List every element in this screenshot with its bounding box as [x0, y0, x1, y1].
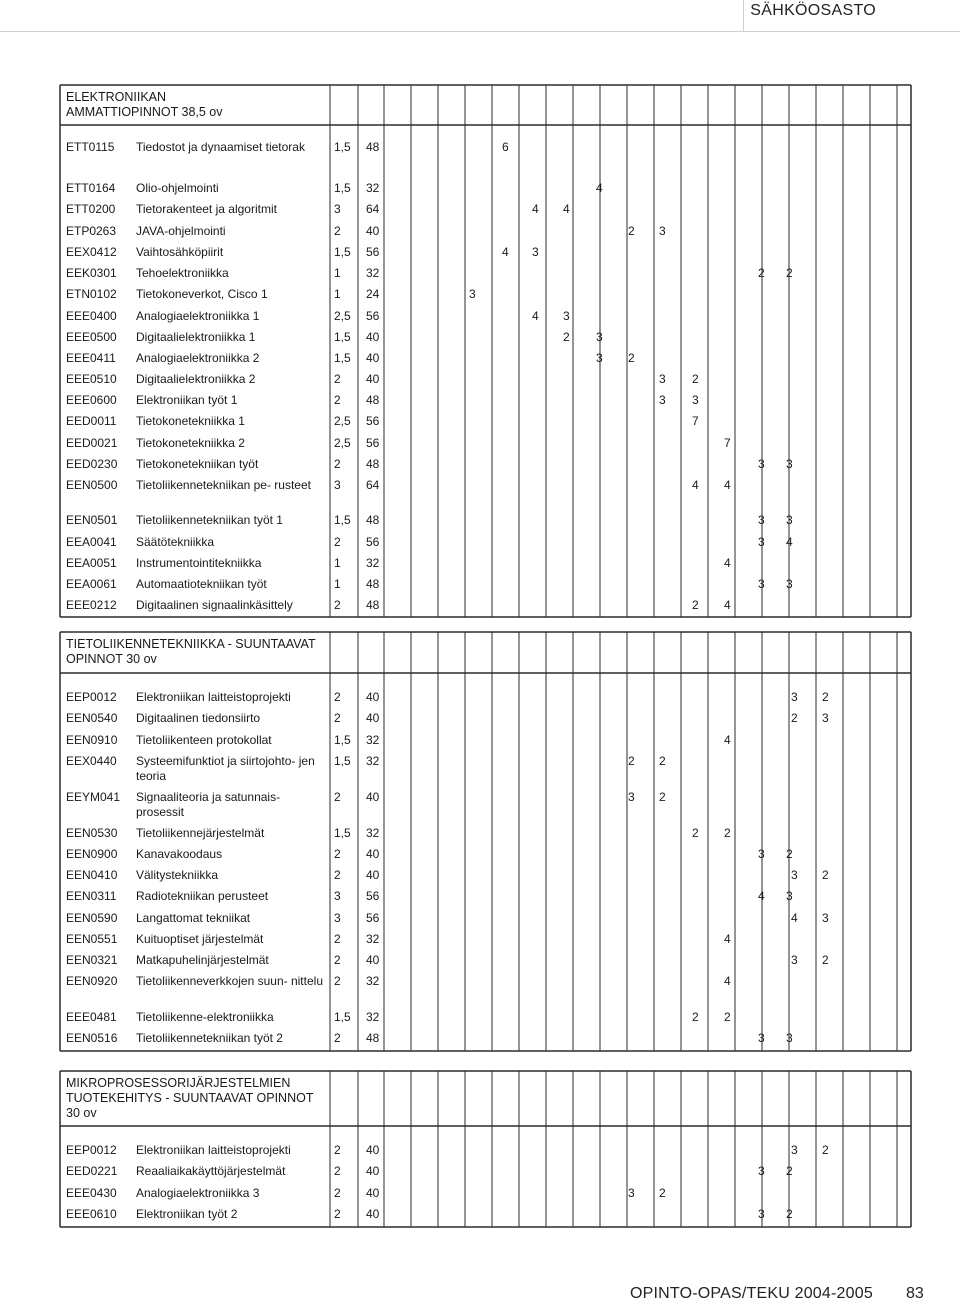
course-name: Kanavakoodaus	[136, 847, 328, 862]
course-hours: 48	[366, 513, 380, 527]
course-name: Tietorakenteet ja algoritmit	[136, 202, 328, 217]
course-hours: 40	[366, 790, 380, 804]
course-credits: 2	[334, 393, 341, 407]
period-hours: 3	[692, 393, 699, 407]
course-name: Tietokonetekniikka 2	[136, 436, 328, 451]
course-hours: 40	[366, 330, 380, 344]
course-code: EED0221	[66, 1164, 118, 1178]
course-credits: 3	[334, 478, 341, 492]
course-credits: 2	[334, 457, 341, 471]
course-credits: 3	[334, 889, 341, 903]
course-hours: 24	[366, 287, 380, 301]
period-hours: 3	[786, 457, 793, 471]
course-credits: 2	[334, 953, 341, 967]
course-hours: 32	[366, 754, 380, 768]
period-hours: 3	[758, 535, 765, 549]
period-hours: 3	[758, 1164, 765, 1178]
course-name: Matkapuhelinjärjestelmät	[136, 953, 328, 968]
course-code: ETN0102	[66, 287, 117, 301]
period-hours: 3	[791, 690, 798, 704]
period-hours: 3	[791, 953, 798, 967]
course-credits: 2	[334, 598, 341, 612]
course-credits: 2,5	[334, 436, 351, 450]
course-code: EEN0311	[66, 889, 117, 903]
period-hours: 3	[758, 847, 765, 861]
course-code: EEN0321	[66, 953, 118, 967]
period-hours: 6	[502, 140, 509, 154]
course-name: Analogiaelektroniikka 3	[136, 1186, 328, 1201]
course-name: Tietokonetekniikka 1	[136, 414, 328, 429]
course-name: Radiotekniikan perusteet	[136, 889, 328, 904]
period-hours: 3	[822, 911, 829, 925]
course-hours: 40	[366, 711, 380, 725]
course-name: Analogiaelektroniikka 1	[136, 309, 328, 324]
course-name: Tietoliikenne-elektroniikka	[136, 1010, 328, 1025]
course-code: EEN0410	[66, 868, 118, 882]
course-credits: 1,5	[334, 330, 351, 344]
course-code: ETT0164	[66, 181, 116, 195]
course-code: EEN0551	[66, 932, 118, 946]
period-hours: 4	[791, 911, 798, 925]
period-hours: 2	[692, 1010, 699, 1024]
course-credits: 2	[334, 1164, 341, 1178]
course-name: Instrumentointitekniikka	[136, 556, 328, 571]
course-name: Tietoliikennetekniikan pe- rusteet	[136, 478, 328, 493]
period-hours: 3	[758, 1031, 765, 1045]
period-hours: 2	[724, 826, 731, 840]
course-code: EEYM041	[66, 790, 121, 804]
course-hours: 56	[366, 889, 380, 903]
course-code: EEN0910	[66, 733, 118, 747]
course-hours: 32	[366, 556, 380, 570]
course-code: EED0230	[66, 457, 118, 471]
course-hours: 40	[366, 1207, 380, 1221]
course-hours: 40	[366, 868, 380, 882]
period-hours: 3	[596, 330, 603, 344]
course-credits: 1	[334, 577, 341, 591]
period-hours: 4	[532, 309, 539, 323]
period-hours: 2	[692, 598, 699, 612]
course-hours: 48	[366, 577, 380, 591]
period-hours: 2	[786, 266, 793, 280]
course-credits: 1	[334, 556, 341, 570]
course-credits: 2	[334, 1207, 341, 1221]
period-hours: 2	[786, 1164, 793, 1178]
course-name: Elektroniikan työt 2	[136, 1207, 328, 1222]
course-code: EEE0600	[66, 393, 117, 407]
course-name: Tietoliikennejärjestelmät	[136, 826, 328, 841]
period-hours: 3	[758, 577, 765, 591]
course-hours: 56	[366, 436, 380, 450]
course-name: Olio-ohjelmointi	[136, 181, 328, 196]
period-hours: 2	[822, 868, 829, 882]
course-hours: 56	[366, 245, 380, 259]
course-credits: 1,5	[334, 826, 351, 840]
course-name: Tietoliikennetekniikan työt 1	[136, 513, 328, 528]
course-name: Signaaliteoria ja satunnais- prosessit	[136, 790, 328, 820]
course-credits: 3	[334, 911, 341, 925]
course-name: Elektroniikan laitteistoprojekti	[136, 690, 328, 705]
period-hours: 2	[692, 826, 699, 840]
course-hours: 56	[366, 309, 380, 323]
footer-page-number: 83	[906, 1285, 924, 1302]
period-hours: 3	[786, 1031, 793, 1045]
course-credits: 2	[334, 1186, 341, 1200]
period-hours: 3	[659, 393, 666, 407]
period-hours: 3	[596, 351, 603, 365]
course-hours: 48	[366, 598, 380, 612]
course-name: Digitaalielektroniikka 1	[136, 330, 328, 345]
section-title	[66, 90, 326, 120]
period-hours: 4	[758, 889, 765, 903]
period-hours: 3	[786, 889, 793, 903]
course-name: Tietokoneverkot, Cisco 1	[136, 287, 328, 302]
course-name: Välitystekniikka	[136, 868, 328, 883]
course-hours: 40	[366, 1186, 380, 1200]
period-hours: 4	[532, 202, 539, 216]
course-code: EED0021	[66, 436, 118, 450]
course-code: EEA0051	[66, 556, 117, 570]
course-code: EEE0481	[66, 1010, 117, 1024]
period-hours: 3	[786, 513, 793, 527]
course-code: EEN0500	[66, 478, 118, 492]
period-hours: 3	[563, 309, 570, 323]
course-hours: 64	[366, 202, 380, 216]
course-hours: 40	[366, 1164, 380, 1178]
course-hours: 56	[366, 535, 380, 549]
course-name: Säätötekniikka	[136, 535, 328, 550]
course-hours: 40	[366, 953, 380, 967]
course-credits: 1,5	[334, 1010, 351, 1024]
period-hours: 4	[724, 974, 731, 988]
course-name: Tietokonetekniikan työt	[136, 457, 328, 472]
course-code: EEX0440	[66, 754, 117, 768]
period-hours: 2	[758, 266, 765, 280]
course-credits: 2	[334, 1031, 341, 1045]
course-name: Automaatiotekniikan työt	[136, 577, 328, 592]
course-hours: 48	[366, 393, 380, 407]
course-credits: 1,5	[334, 181, 351, 195]
period-hours: 3	[758, 457, 765, 471]
period-hours: 3	[659, 224, 666, 238]
course-hours: 48	[366, 457, 380, 471]
course-hours: 32	[366, 181, 380, 195]
course-name: Kuituoptiset järjestelmät	[136, 932, 328, 947]
course-credits: 2	[334, 1143, 341, 1157]
course-code: EEX0412	[66, 245, 117, 259]
course-hours: 48	[366, 1031, 380, 1045]
course-code: ETP0263	[66, 224, 117, 238]
section-title-line: AMMATTIOPINNOT 38,5 ov	[66, 105, 223, 119]
course-credits: 1,5	[334, 513, 351, 527]
course-hours: 40	[366, 224, 380, 238]
period-hours: 2	[786, 847, 793, 861]
course-name: Langattomat tekniikat	[136, 911, 328, 926]
period-hours: 2	[791, 711, 798, 725]
course-credits: 2	[334, 868, 341, 882]
footer-publication: OPINTO-OPAS/TEKU 2004-2005	[630, 1285, 873, 1302]
period-hours: 2	[628, 351, 635, 365]
course-name: Reaaliaikakäyttöjärjestelmät	[136, 1164, 328, 1179]
section-title-line: TIETOLIIKENNETEKNIIKKA - SUUNTAAVAT	[66, 637, 316, 651]
period-hours: 3	[628, 790, 635, 804]
course-hours: 48	[366, 140, 380, 154]
course-hours: 56	[366, 414, 380, 428]
course-code: EEE0400	[66, 309, 117, 323]
course-code: EEN0920	[66, 974, 118, 988]
period-hours: 2	[822, 690, 829, 704]
period-hours: 3	[758, 513, 765, 527]
course-credits: 1	[334, 266, 341, 280]
course-code: EEP0012	[66, 690, 117, 704]
course-name: Tehoelektroniikka	[136, 266, 328, 281]
course-code: EEA0061	[66, 577, 117, 591]
course-hours: 32	[366, 266, 380, 280]
course-code: EEP0012	[66, 1143, 117, 1157]
period-hours: 4	[724, 478, 731, 492]
course-code: EEK0301	[66, 266, 117, 280]
period-hours: 3	[791, 868, 798, 882]
course-name: Digitaalinen tiedonsiirto	[136, 711, 328, 726]
period-hours: 2	[628, 224, 635, 238]
course-hours: 56	[366, 911, 380, 925]
course-credits: 2	[334, 690, 341, 704]
period-hours: 3	[659, 372, 666, 386]
period-hours: 4	[724, 932, 731, 946]
course-code: EEN0516	[66, 1031, 118, 1045]
course-name: Analogiaelektroniikka 2	[136, 351, 328, 366]
course-credits: 1,5	[334, 754, 351, 768]
course-code: EEN0530	[66, 826, 118, 840]
period-hours: 2	[659, 790, 666, 804]
course-code: EEN0501	[66, 513, 118, 527]
course-name: Elektroniikan työt 1	[136, 393, 328, 408]
period-hours: 2	[822, 953, 829, 967]
period-hours: 2	[659, 1186, 666, 1200]
period-hours: 2	[786, 1207, 793, 1221]
period-hours: 3	[469, 287, 476, 301]
period-hours: 7	[724, 436, 731, 450]
period-hours: 4	[724, 598, 731, 612]
period-hours: 3	[628, 1186, 635, 1200]
period-hours: 2	[692, 372, 699, 386]
course-hours: 40	[366, 690, 380, 704]
course-credits: 3	[334, 202, 341, 216]
course-credits: 1,5	[334, 351, 351, 365]
period-hours: 7	[692, 414, 699, 428]
section-title	[66, 637, 326, 667]
course-credits: 2	[334, 224, 341, 238]
course-name: Tietoliikenneverkkojen suun- nittelu	[136, 974, 328, 989]
course-name: Tietoliikenteen protokollat	[136, 733, 328, 748]
period-hours: 2	[659, 754, 666, 768]
course-credits: 2	[334, 847, 341, 861]
course-name: Vaihtosähköpiirit	[136, 245, 328, 260]
course-name: Elektroniikan laitteistoprojekti	[136, 1143, 328, 1158]
period-hours: 4	[724, 556, 731, 570]
section-title-line: MIKROPROSESSORIJÄRJESTELMIEN	[66, 1076, 291, 1090]
course-credits: 1,5	[334, 140, 351, 154]
course-hours: 32	[366, 1010, 380, 1024]
course-code: ETT0200	[66, 202, 116, 216]
period-hours: 3	[758, 1207, 765, 1221]
course-credits: 1	[334, 287, 341, 301]
course-hours: 40	[366, 1143, 380, 1157]
course-credits: 2	[334, 974, 341, 988]
course-credits: 2,5	[334, 414, 351, 428]
period-hours: 3	[791, 1143, 798, 1157]
section-title	[66, 1076, 326, 1121]
course-name: Tietoliikennetekniikan työt 2	[136, 1031, 328, 1046]
period-hours: 2	[628, 754, 635, 768]
section-title-line: 30 ov	[66, 1106, 97, 1120]
period-hours: 3	[822, 711, 829, 725]
course-hours: 32	[366, 826, 380, 840]
course-code: EEE0430	[66, 1186, 117, 1200]
period-hours: 4	[724, 733, 731, 747]
course-credits: 2	[334, 932, 341, 946]
course-credits: 1,5	[334, 733, 351, 747]
course-code: EEE0411	[66, 351, 116, 365]
period-hours: 4	[786, 535, 793, 549]
course-credits: 1,5	[334, 245, 351, 259]
course-name: Systeemifunktiot ja siirtojohto- jen teoria	[136, 754, 328, 784]
course-hours: 64	[366, 478, 380, 492]
section-title-line: OPINNOT 30 ov	[66, 652, 157, 666]
course-hours: 32	[366, 932, 380, 946]
course-code: ETT0115	[66, 140, 115, 154]
course-code: EEE0510	[66, 372, 117, 386]
course-name: Digitaalielektroniikka 2	[136, 372, 328, 387]
section-title-line: ELEKTRONIIKAN	[66, 90, 167, 104]
period-hours: 2	[822, 1143, 829, 1157]
course-credits: 2,5	[334, 309, 351, 323]
course-code: EEE0610	[66, 1207, 117, 1221]
course-name: Tiedostot ja dynaamiset tietorak	[136, 140, 328, 155]
header-title: SÄHKÖOSASTO	[750, 2, 876, 19]
course-hours: 32	[366, 733, 380, 747]
course-code: EEE0500	[66, 330, 117, 344]
period-hours: 2	[563, 330, 570, 344]
course-code: EED0011	[66, 414, 117, 428]
course-hours: 32	[366, 974, 380, 988]
course-code: EEN0900	[66, 847, 118, 861]
course-credits: 2	[334, 711, 341, 725]
course-credits: 2	[334, 535, 341, 549]
period-hours: 2	[724, 1010, 731, 1024]
period-hours: 4	[692, 478, 699, 492]
course-code: EEN0590	[66, 911, 118, 925]
period-hours: 4	[563, 202, 570, 216]
period-hours: 3	[786, 577, 793, 591]
period-hours: 3	[532, 245, 539, 259]
course-hours: 40	[366, 351, 380, 365]
course-credits: 2	[334, 790, 341, 804]
course-hours: 40	[366, 372, 380, 386]
course-code: EEA0041	[66, 535, 117, 549]
section-title-line: TUOTEKEHITYS - SUUNTAAVAT OPINNOT	[66, 1091, 314, 1105]
course-name: JAVA-ohjelmointi	[136, 224, 328, 239]
period-hours: 4	[596, 181, 603, 195]
course-credits: 2	[334, 372, 341, 386]
course-code: EEE0212	[66, 598, 117, 612]
course-code: EEN0540	[66, 711, 118, 725]
period-hours: 4	[502, 245, 509, 259]
course-name: Digitaalinen signaalinkäsittely	[136, 598, 328, 613]
course-hours: 40	[366, 847, 380, 861]
